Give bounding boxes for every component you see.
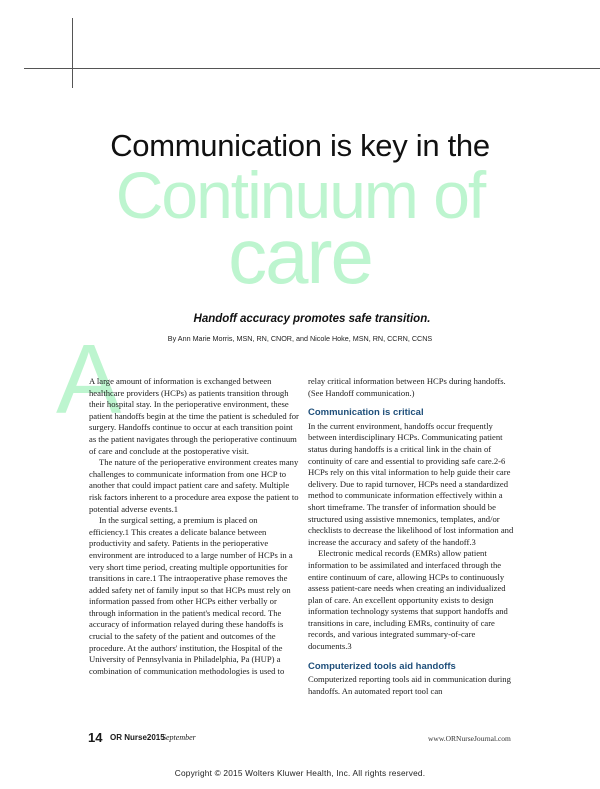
journal-url[interactable]: www.ORNurseJournal.com bbox=[428, 734, 511, 743]
byline: By Ann Marie Morris, MSN, RN, CNOR, and Nicole Hoke, MSN, RN, CCRN, CCNS bbox=[167, 334, 433, 343]
header-rule bbox=[24, 68, 600, 69]
crop-mark-vertical bbox=[72, 18, 73, 88]
issue-month: September bbox=[162, 733, 196, 742]
copyright-notice: Copyright © 2015 Wolters Kluwer Health, Inc. All rights reserved. bbox=[174, 768, 426, 778]
paragraph: In the current environment, handoffs occur frequently between interdisciplinary HCPs. Communicating patient status during handoffs is a critical link in the chain of continuity of care and essential to providing safe care.2-6 HCPs rely on this vital information to help guide their care delivery. Due to rapid turnover, HCPs need a standardized method to communicate information effectively within a short timeframe. The transfer of information should be structured using assistive mnemonics, templates, and/or checklists to decrease the likelihood of lost information and increase the accuracy and safety of the handoff.3 bbox=[308, 420, 514, 547]
page-number: 14 bbox=[88, 730, 103, 745]
paragraph: The nature of the perioperative environment creates many challenges to communicate information from one HCP to another that could impact patient care and safety. Multiple risk factors inherent to a procedure area expose the patient to potential adverse events.1 bbox=[89, 457, 299, 514]
publication-name: OR Nurse2015 bbox=[110, 733, 165, 742]
paragraph: In the surgical setting, a premium is placed on efficiency.1 This creates a delicate balance between productivity and safety. Patients in the perioperative environment are introduced to a large number of HCPs in a very short time period, creating multiple opportunities for transitions in care.1 The intraoperative phase removes the added safety net of family input so that HCPs must rely on information passed from other HCPs either verbally or through information in the patient's medical record. The accuracy of information relayed during these handoffs is crucial to the safety of the patient and outcomes of the procedure. At the authors' institution, the Hospital of the University of Pennsylvania in Philadelphia, Pa (HUP) a combination of communication methodologies is used to bbox=[89, 515, 293, 676]
article-title-line1: Communication is key in the bbox=[110, 128, 490, 163]
paragraph: Electronic medical records (EMRs) allow patient information to be assimilated and interfaced through the entire continuum of care, allowing HCPs to continuously assess patient-care needs when creating an individualized plan of care. An excellent opportunity exists to design information technology systems that support handoffs and transitions in care, including EMRs, continuity of care records, and various integrated summary-of-care documents.3 bbox=[308, 548, 508, 652]
article-title-line2: Continuum of bbox=[115, 158, 485, 232]
paragraph: A large amount of information is exchanged between healthcare providers (HCPs) as patients transition through their hospital stay. In the perioperative environment, these patient handoffs begin at the time the patient is scheduled for surgery. Handoffs continue to occur at each transition point as the patient navigates through the perioperative continuum of care and conclude at the postoperative visit. bbox=[89, 376, 299, 456]
section-heading-computerized-tools: Computerized tools aid handoffs bbox=[308, 660, 456, 672]
section-heading-communication: Communication is critical bbox=[308, 407, 424, 419]
paragraph: relay critical information between HCPs during handoffs. (See Handoff communication.) bbox=[308, 376, 506, 398]
article-subtitle: Handoff accuracy promotes safe transition. bbox=[193, 313, 431, 325]
column-right bbox=[308, 376, 518, 697]
drop-cap: A bbox=[56, 324, 122, 434]
column-left bbox=[89, 376, 299, 677]
article-title-line3: care bbox=[228, 212, 372, 300]
paragraph: Computerized reporting tools aid in communication during handoffs. An automated report tool can bbox=[308, 674, 511, 696]
